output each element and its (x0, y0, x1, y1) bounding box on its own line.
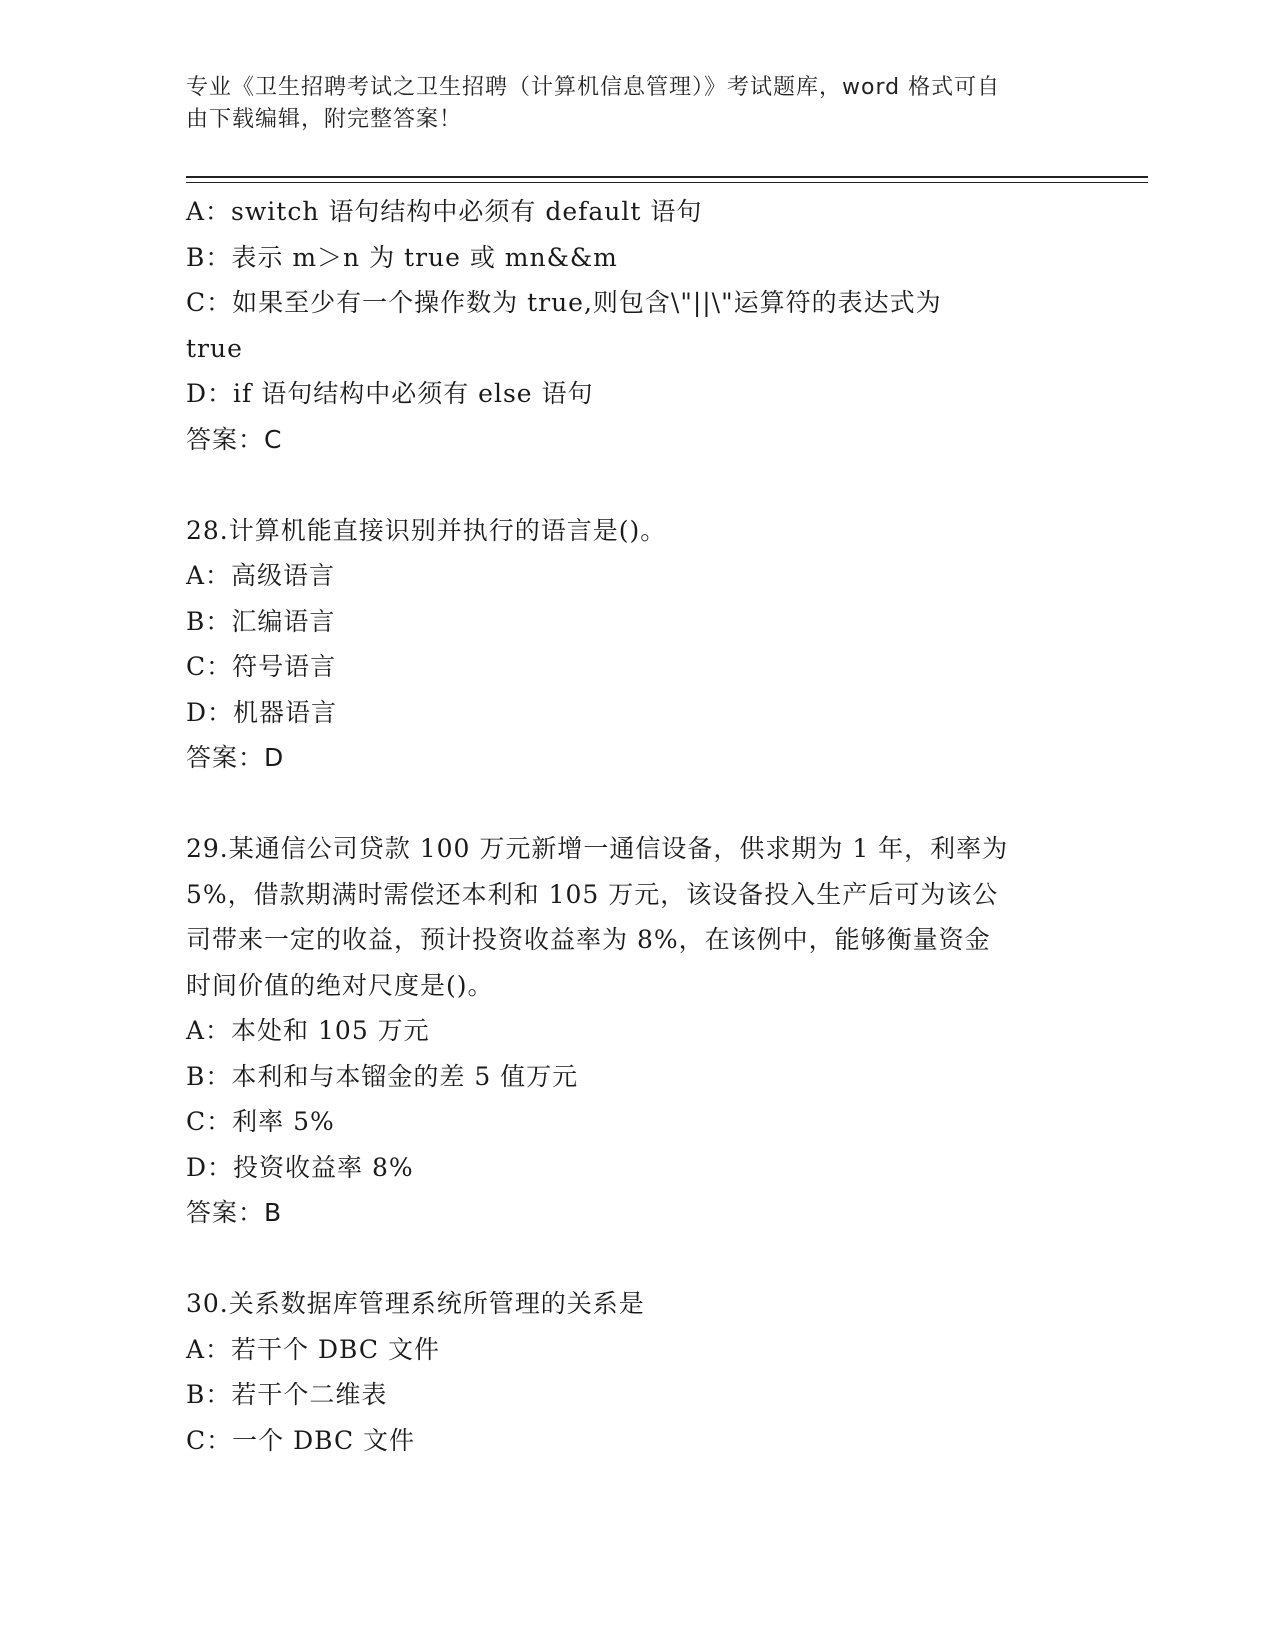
q29-option-b: B：本利和与本镏金的差 5 值万元 (186, 1061, 579, 1091)
spacer (186, 781, 1086, 827)
q29-answer: 答案：B (186, 1198, 283, 1227)
q28-stem: 28.计算机能直接识别并执行的语言是()。 (186, 515, 667, 545)
spacer (186, 1236, 1086, 1282)
q27-answer: 答案：C (186, 424, 283, 454)
q28-option-b: B：汇编语言 (186, 606, 336, 636)
question-27-block (186, 189, 1086, 462)
q30-stem: 30.关系数据库管理系统所管理的关系是 (186, 1289, 645, 1318)
header-line-1: 专业《卫生招聘考试之卫生招聘（计算机信息管理）》考试题库，word 格式可自 (186, 75, 1001, 100)
header-line-2: 由下载编辑，附完整答案！ (186, 107, 463, 132)
document-header (186, 72, 1086, 136)
question-30-block (186, 1281, 1086, 1463)
question-content (186, 189, 1086, 1463)
q27-option-d: D：if 语句结构中必须有 else 语句 (186, 379, 594, 408)
q27-option-b: B：表示 m＞n 为 true 或 mn&&m (186, 242, 618, 272)
q29-stem-line4: 时间价值的绝对尺度是()。 (186, 970, 494, 1000)
q29-option-d: D：投资收益率 8% (186, 1152, 414, 1182)
q28-option-c: C：符号语言 (186, 652, 337, 681)
q28-option-a: A：高级语言 (186, 561, 336, 590)
q27-option-c-line2: true (186, 333, 243, 363)
q29-stem-line1: 29.某通信公司贷款 100 万元新增一通信设备，供求期为 1 年，利率为 (186, 834, 1009, 863)
q30-option-a: A：若干个 DBC 文件 (186, 1334, 440, 1364)
header-rule-thick (186, 176, 1148, 178)
q27-option-c-line1: C：如果至少有一个操作数为 true,则包含\"||\"运算符的表达式为 (186, 288, 942, 317)
question-28-block (186, 508, 1086, 781)
q29-option-c: C：利率 5% (186, 1107, 335, 1136)
q29-stem-line2: 5%，借款期满时需偿还本利和 105 万元，该设备投入生产后可为该公 (186, 879, 999, 909)
q29-option-a: A：本处和 105 万元 (186, 1016, 430, 1045)
q29-stem-line3: 司带来一定的收益，预计投资收益率为 8%，在该例中，能够衡量资金 (186, 925, 991, 954)
q28-answer: 答案：D (186, 743, 285, 772)
spacer (186, 462, 1086, 508)
header-rule-thin (186, 182, 1148, 183)
q27-option-a: A：switch 语句结构中必须有 default 语句 (186, 197, 703, 226)
q30-option-c: C：一个 DBC 文件 (186, 1425, 416, 1455)
q28-option-d: D：机器语言 (186, 697, 338, 727)
question-29-block (186, 826, 1086, 1236)
q30-option-b: B：若干个二维表 (186, 1380, 388, 1409)
